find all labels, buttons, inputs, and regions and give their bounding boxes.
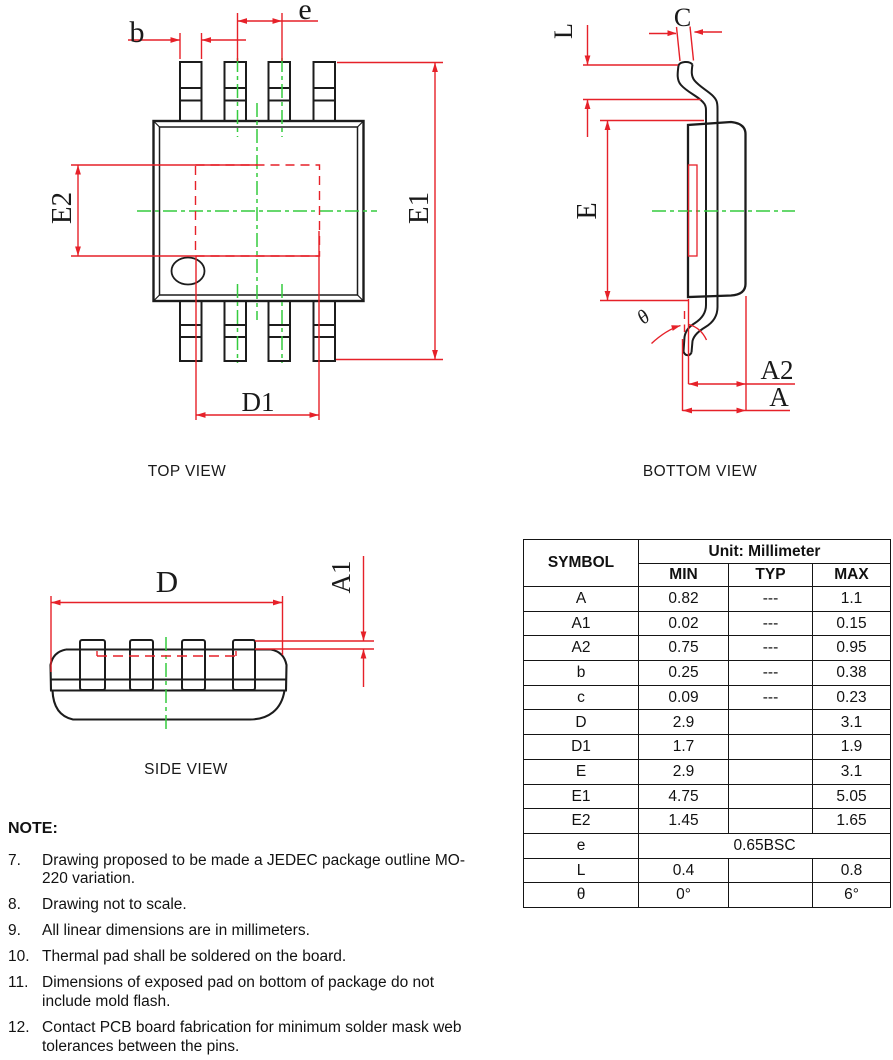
symbol-cell: θ (524, 883, 639, 908)
symbol-cell: D1 (524, 735, 639, 760)
table-row (524, 710, 891, 735)
min-cell: 0.02 (639, 611, 729, 636)
side-view-drawing (0, 545, 400, 795)
table-row (524, 611, 891, 636)
min-cell: 0.25 (639, 661, 729, 686)
note-number: 10. (8, 948, 30, 966)
min-cell: 0.75 (639, 636, 729, 661)
dim-label-e: e (298, 0, 312, 26)
typ-cell (729, 735, 813, 760)
symbol-cell: A1 (524, 611, 639, 636)
table-row (524, 636, 891, 661)
side-view-caption: SIDE VIEW (144, 761, 228, 778)
min-cell: 2.9 (639, 710, 729, 735)
note-item (8, 974, 478, 1012)
symbol-cell: E (524, 759, 639, 784)
typ-cell (729, 784, 813, 809)
typ-cell (729, 710, 813, 735)
bottom-view-drawing (540, 0, 893, 430)
min-cell: 1.45 (639, 809, 729, 834)
note-number: 8. (8, 896, 21, 914)
notes-section (8, 819, 478, 1060)
dim-label-E1: E1 (403, 191, 435, 225)
min-cell: 1.7 (639, 735, 729, 760)
table-row (524, 784, 891, 809)
note-text: Dimensions of exposed pad on bottom of package do not include mold flash. (42, 974, 435, 1010)
typ-cell: --- (729, 661, 813, 686)
note-text: Thermal pad shall be soldered on the board. (42, 948, 347, 966)
table-row (524, 858, 891, 883)
note-number: 11. (8, 974, 29, 992)
symbol-cell: c (524, 685, 639, 710)
max-cell: 3.1 (813, 710, 891, 735)
symbol-cell: D (524, 710, 639, 735)
side-view-leads (80, 640, 255, 690)
note-number: 9. (8, 922, 21, 940)
note-text: Drawing not to scale. (42, 896, 187, 914)
note-item (8, 948, 478, 967)
typ-cell: --- (729, 636, 813, 661)
note-text: Contact PCB board fabrication for minimum solder mask web tolerances between the pins. (42, 1018, 462, 1055)
note-number: 12. (8, 1018, 30, 1036)
symbol-cell: L (524, 858, 639, 883)
max-cell: 1.1 (813, 587, 891, 612)
max-cell: 3.1 (813, 759, 891, 784)
min-cell: 0° (639, 883, 729, 908)
symbol-cell: b (524, 661, 639, 686)
note-item (8, 852, 478, 890)
max-cell: 5.05 (813, 784, 891, 809)
max-cell: 6° (813, 883, 891, 908)
table-row (524, 661, 891, 686)
table-row (524, 587, 891, 612)
bottom-view-dimensions (583, 25, 795, 411)
dim-label-A1: A1 (326, 560, 356, 594)
note-item (8, 896, 478, 915)
min-cell: 0.82 (639, 587, 729, 612)
table-header-symbol: SYMBOL (524, 540, 639, 587)
typ-cell (729, 759, 813, 784)
table-row (524, 833, 891, 858)
table-header-unit: Unit: Millimeter (639, 540, 891, 564)
side-view-package-body (50, 650, 287, 720)
dim-label-E: E (572, 202, 603, 220)
max-cell: 0.38 (813, 661, 891, 686)
table-header-typ: TYP (729, 563, 813, 587)
typ-cell: --- (729, 587, 813, 612)
max-cell: 0.23 (813, 685, 891, 710)
note-text: All linear dimensions are in millimeters. (42, 922, 310, 940)
notes-heading: NOTE: (8, 820, 58, 837)
dim-label-D1: D1 (241, 387, 275, 417)
typ-cell: --- (729, 611, 813, 636)
min-cell: 2.9 (639, 759, 729, 784)
table-header-max: MAX (813, 563, 891, 587)
dimension-table (523, 539, 891, 908)
top-view-centerlines (137, 58, 377, 363)
dim-label-L: L (549, 23, 578, 39)
max-cell: 1.9 (813, 735, 891, 760)
table-row (524, 809, 891, 834)
table-row (524, 685, 891, 710)
typ-cell (729, 858, 813, 883)
note-item (8, 922, 478, 941)
symbol-cell: A (524, 587, 639, 612)
note-text: Drawing proposed to be made a JEDEC package outline MO-220 variation. (42, 851, 466, 888)
typ-cell: --- (729, 685, 813, 710)
typ-cell (729, 809, 813, 834)
symbol-cell: e (524, 833, 639, 858)
max-cell: 0.15 (813, 611, 891, 636)
max-cell: 0.95 (813, 636, 891, 661)
table-row (524, 735, 891, 760)
dim-label-C: C (673, 3, 692, 32)
symbol-cell: E2 (524, 809, 639, 834)
symbol-cell: E1 (524, 784, 639, 809)
table-row (524, 883, 891, 908)
symbol-cell: A2 (524, 636, 639, 661)
dim-label-E2: E2 (46, 191, 78, 225)
note-item (8, 1019, 478, 1057)
dim-label-A2: A2 (760, 355, 794, 385)
span-cell: 0.65BSC (639, 833, 891, 858)
min-cell: 0.4 (639, 858, 729, 883)
table-header-min: MIN (639, 563, 729, 587)
dim-label-b: b (129, 16, 145, 49)
pin1-indicator-circle (172, 258, 205, 285)
dim-label-A: A (769, 382, 789, 412)
dim-label-theta: θ (632, 305, 655, 329)
max-cell: 1.65 (813, 809, 891, 834)
bottom-view-arrowheads (585, 29, 746, 413)
note-number: 7. (8, 851, 21, 869)
bottom-view-caption: BOTTOM VIEW (642, 463, 758, 480)
top-view-caption: TOP VIEW (147, 463, 227, 480)
top-view-drawing (0, 0, 460, 430)
max-cell: 0.8 (813, 858, 891, 883)
dim-label-D: D (155, 564, 179, 599)
min-cell: 0.09 (639, 685, 729, 710)
typ-cell (729, 883, 813, 908)
min-cell: 4.75 (639, 784, 729, 809)
table-row (524, 759, 891, 784)
